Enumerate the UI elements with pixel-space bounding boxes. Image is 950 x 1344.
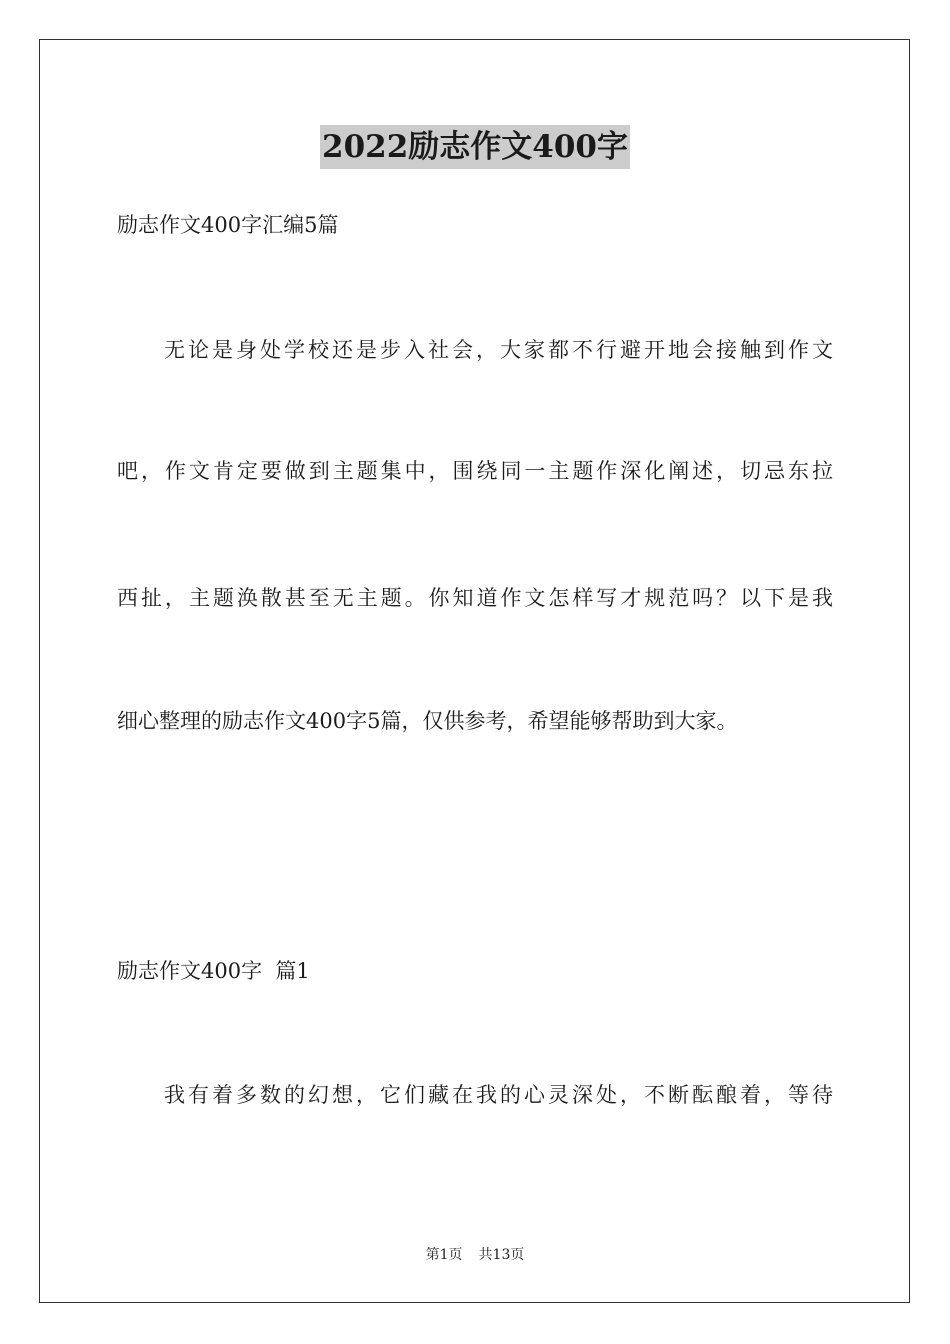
page-footer — [0, 1245, 950, 1265]
title-container — [0, 125, 950, 169]
document-subtitle: 励志作文400字汇编5篇 — [117, 213, 339, 237]
intro-line-4: 细心整理的励志作文400字5篇，仅供参考，希望能够帮助到大家。 — [117, 709, 738, 733]
intro-line-1: 无论是身处学校还是步入社会，大家都不行避开地会接触到作文 — [164, 338, 833, 362]
intro-line-3: 西扯，主题涣散甚至无主题。你知道作文怎样写才规范吗？以下是我 — [117, 586, 833, 610]
page-number: 第1页 — [425, 1247, 463, 1263]
section-heading: 励志作文400字 篇1 — [117, 959, 310, 983]
document-title: 2022励志作文400字 — [320, 125, 630, 169]
page-total: 共13页 — [478, 1247, 525, 1263]
intro-line-2: 吧，作文肯定要做到主题集中，围绕同一主题作深化阐述，切忌东拉 — [117, 459, 833, 483]
section-line-1: 我有着多数的幻想，它们藏在我的心灵深处，不断酝酿着，等待 — [164, 1083, 833, 1107]
